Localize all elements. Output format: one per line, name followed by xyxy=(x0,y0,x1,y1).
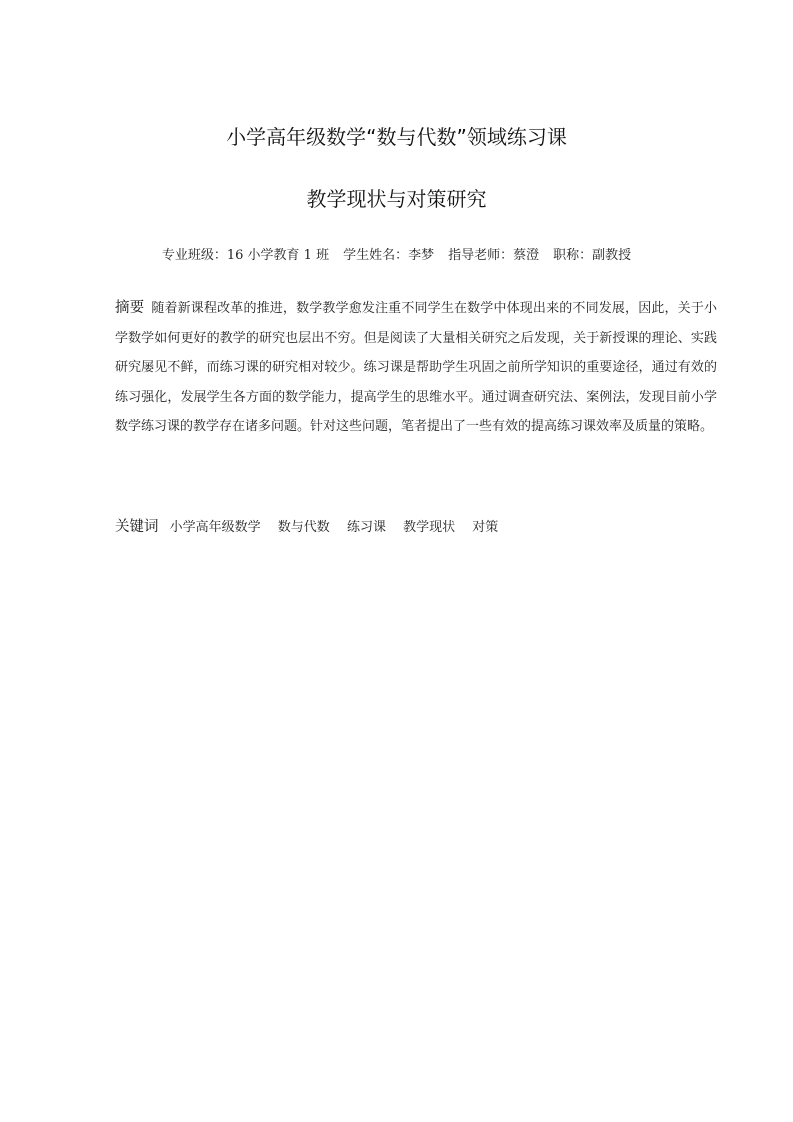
major-class: 专业班级：16 小学教育 1 班 xyxy=(161,248,330,263)
keyword: 练习课 xyxy=(346,520,386,535)
abstract-label: 摘要 xyxy=(115,300,145,316)
advisor-rank: 职称：副教授 xyxy=(553,248,632,263)
keywords-label: 关键词 xyxy=(115,519,159,535)
advisor-name: 指导老师：蔡澄 xyxy=(448,248,540,263)
abstract xyxy=(115,294,717,442)
title-line-2: 教学现状与对策研究 xyxy=(306,187,487,211)
author-info xyxy=(0,246,793,266)
keyword: 小学高年级数学 xyxy=(169,520,261,535)
title-line-1: 小学高年级数学“数与代数”领域练习课 xyxy=(226,125,567,149)
keyword: 数与代数 xyxy=(277,520,330,535)
keyword: 教学现状 xyxy=(403,520,456,535)
keywords xyxy=(115,516,717,539)
abstract-text: 随着新课程改革的推进，数学教学愈发注重不同学生在数学中体现出来的不同发展，因此，关于小学数学如何更好的教学的研究也层出不穷。但是阅读了大量相关研究之后发现，关于新授课的理论、实践研究屡见不鲜，而练习课的研究相对较少。练习课是帮助学生巩固之前所学知识的重要途径，通过有效的练习强化，发展学生各方面的数学能力，提高学生的思维水平。通过调查研究法、案例法，发现目前小学数学练习课的教学存在诸多问题。针对这些问题，笔者提出了一些有效的提高练习课效率及质量的策略。 xyxy=(115,301,717,434)
student-name: 学生姓名：李梦 xyxy=(343,248,435,263)
keyword: 对策 xyxy=(472,520,499,535)
